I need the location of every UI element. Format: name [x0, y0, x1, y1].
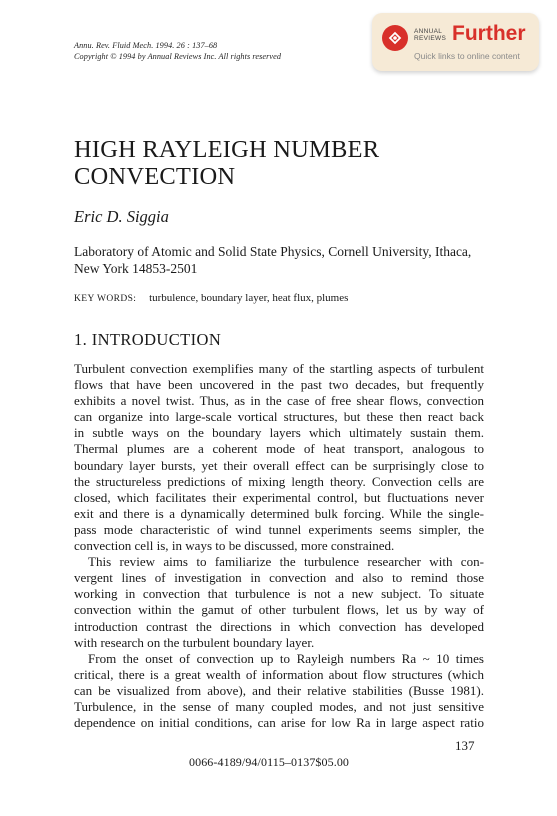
keywords-terms: turbulence, boundary layer, heat flux, plumes [149, 292, 349, 304]
body-line: exhibits a novel twist. Thus, as in the case of free shear flows, convection [74, 393, 484, 409]
body-line: flows that have been uncovered in the past two decades, but frequently [74, 377, 484, 393]
affiliation-line-2: New York 14853-2501 [74, 260, 198, 276]
annual-reviews-wordmark [414, 28, 446, 42]
body-line: can organize into large-scale vortical structures, but these then react back [74, 409, 484, 425]
affiliation-line-1: Laboratory of Atomic and Solid State Physics, Cornell University, Ithaca, [74, 244, 472, 259]
further-word: Further [452, 22, 526, 45]
body-line: dependence on initial conditions, can arise for low Ra in large aspect ratio [74, 715, 484, 731]
body-line: critical, there is a great wealth of information about flow structures (which [74, 666, 484, 682]
author-name: Eric D. Siggia [74, 207, 169, 226]
body-line: with research on the turbulent boundary layer. [74, 634, 315, 650]
keywords [74, 292, 348, 304]
body-line: This review aims to familiarize the turbulence researcher with con- [88, 554, 484, 570]
body-text [74, 361, 484, 731]
journal-reference [74, 40, 281, 62]
body-line: working in convection that turbulence is not a new subject. To situate [74, 586, 484, 602]
author-affiliation [74, 244, 494, 277]
body-line: closed, which facilitates their experimental control, but fluctuations never [74, 489, 484, 505]
body-line: Turbulent convection exemplifies many of the startling aspects of turbulent [74, 361, 484, 376]
annual-reviews-logo-icon [382, 25, 408, 51]
body-line: vergent lines of investigation in convection and also to remind those [74, 570, 484, 586]
section-heading: 1. INTRODUCTION [74, 330, 222, 349]
keywords-label: KEY WORDS: [74, 294, 137, 304]
body-line: Turbulence, in the sense of many coupled modes, and not just sensitive [74, 698, 484, 714]
annual-word: ANNUAL [414, 28, 443, 35]
body-line: convection within the gamut of other turbulent flows, let us by way of [74, 602, 484, 618]
further-banner-link[interactable] [372, 13, 539, 71]
title-line-2: CONVECTION [74, 163, 236, 190]
body-line: pass mode characteristic of wind tunnel experiments seems simpler, the [74, 521, 484, 537]
body-line: convection cell is, in ways to be discussed, more constrained. [74, 538, 395, 554]
body-line: introduction contrast the directions in which convection has developed [74, 618, 484, 634]
reviews-word: REVIEWS [414, 35, 447, 42]
body-line: the structureless predictions of mixing length theory. Convection cells are [74, 473, 484, 489]
body-line: in subtle ways on the boundary layers which ultimately sustain them. [74, 425, 484, 441]
body-line: From the onset of convection up to Rayleigh numbers Ra ~ 10 times [88, 650, 484, 666]
banner-tagline: Quick links to online content [414, 51, 520, 61]
body-line: boundary layer bursts, yet their overall effect can be surprisingly close to [74, 457, 484, 473]
body-line: can be visualized from above), and their relative stabilities (Busse 1981). [74, 682, 484, 698]
article-title [74, 136, 494, 190]
title-line-1: HIGH RAYLEIGH NUMBER [74, 136, 380, 163]
body-line: exit and there is a dynamically determined bulk forcing. While the single- [74, 505, 484, 521]
journal-citation: Annu. Rev. Fluid Mech. 1994. 26 : 137–68 [74, 41, 218, 50]
body-line: Thermal plumes are a coherent mode of heat transport, analogous to [74, 441, 484, 457]
article-code: 0066-4189/94/0115–0137$05.00 [189, 755, 350, 769]
copyright-notice: Copyright © 1994 by Annual Reviews Inc. All rights reserved [74, 52, 282, 61]
page-number: 137 [455, 738, 475, 753]
